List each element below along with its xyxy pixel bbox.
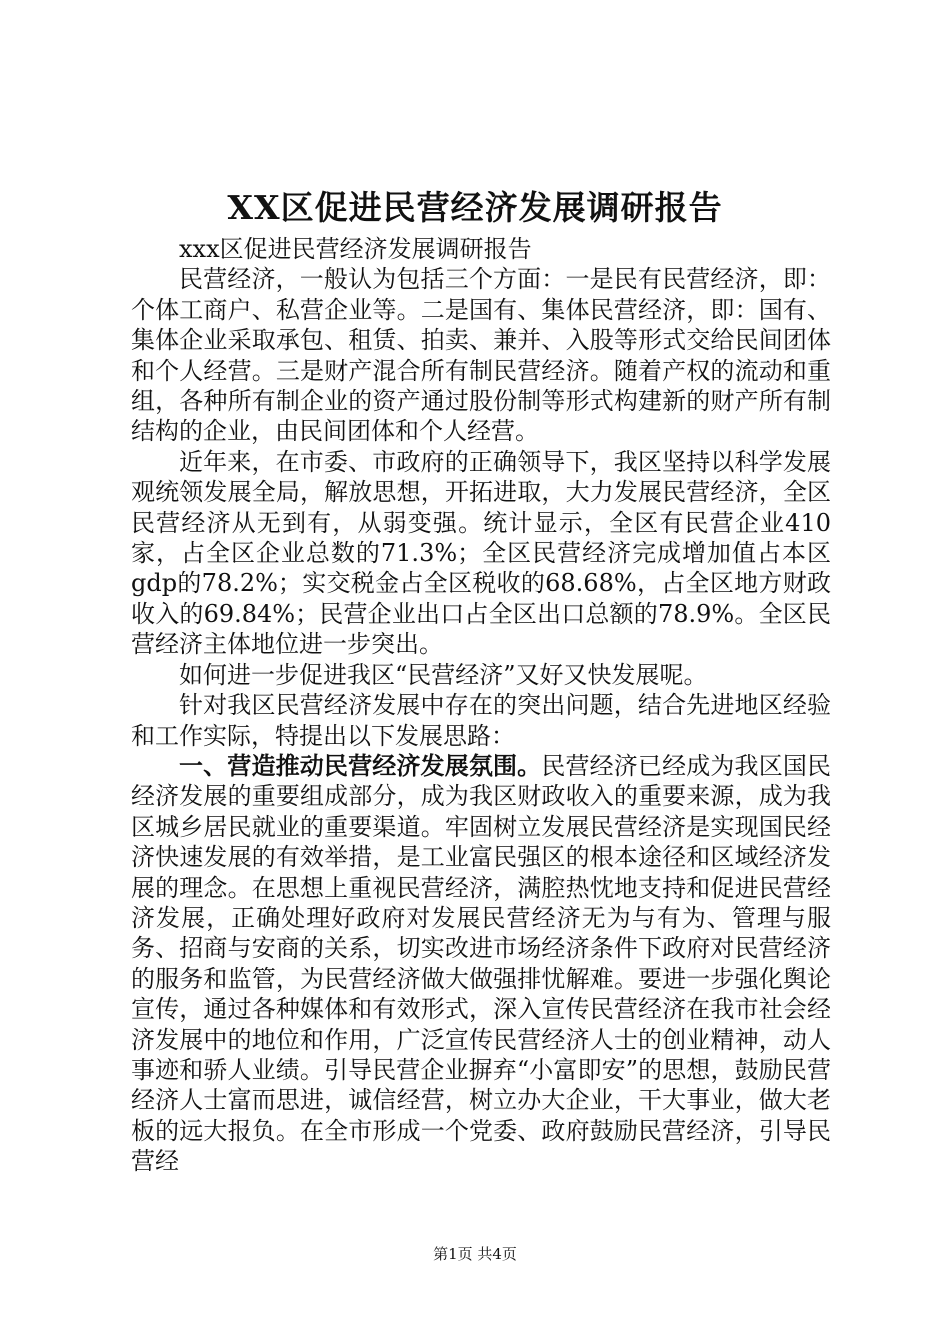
paragraph-subtitle: xxx区促进民营经济发展调研报告 — [179, 235, 532, 263]
paragraph-statistics: 近年来，在市委、市政府的正确领导下，我区坚持以科学发展观统领发展全局，解放思想，开拓进取，大力发展民营经济，全区民营经济从无到有，从弱变强。统计显示，全区有民营企业410家，占全区企业总数的71.3%；全区民营经济完成增加值占本区gdp的78.2%；实交税金占全区税收的68.68%，占全区地方财政收入的69.84%；民营企业出口占全区出口总额的78.9%。全区民营经济主体地位进一步突出。 — [131, 447, 831, 659]
section-1-paragraph — [131, 751, 831, 1177]
paragraph-definition: 民营经济，一般认为包括三个方面：一是民有民营经济，即：个体工商户、私营企业等。二是国有、集体民营经济，即：国有、集体企业采取承包、租赁、拍卖、兼并、入股等形式交给民间团体和个人经营。三是财产混合所有制民营经济。随着产权的流动和重组，各种所有制企业的资产通过股份制等形式构建新的财产所有制结构的企业，由民间团体和个人经营。 — [131, 265, 831, 446]
paragraph-question: 如何进一步促进我区“民营经济”又好又快发展呢。 — [179, 660, 708, 689]
document-body — [131, 234, 831, 1177]
document-title: XX区促进民营经济发展调研报告 — [227, 188, 723, 227]
page-number: 第1页 共4页 — [433, 1245, 517, 1263]
section-1-text: 民营经济已经成为我区国民经济发展的重要组成部分，成为我区财政收入的重要来源，成为我区城乡居民就业的重要渠道。牢固树立发展民营经济是实现国民经济快速发展的有效举措，是工业富民强区的根本途径和区域经济发展的理念。在思想上重视民营经济，满腔热忱地支持和促进民营经济发展，正确处理好政府对发展民营经济无为与有为、管理与服务、招商与安商的关系，切实改进市场经济条件下政府对民营经济的服务和监管，为民营经济做大做强排忧解难。要进一步强化舆论宣传，通过各种媒体和有效形式，深入宣传民营经济在我市社会经济发展中的地位和作用，广泛宣传民营经济人士的创业精神，动人事迹和骄人业绩。引导民营企业摒弃“小富即安”的思想，鼓励民营经济人士富而思进，诚信经营，树立办大企业，干大事业，做大老板的远大报负。在全市形成一个党委、政府鼓励民营经济，引导民营经 — [131, 751, 832, 1176]
section-1-heading: 一、营造推动民营经济发展氛围。 — [179, 751, 542, 780]
paragraph-approach: 针对我区民营经济发展中存在的突出问题，结合先进地区经验和工作实际，特提出以下发展思路： — [131, 691, 831, 750]
